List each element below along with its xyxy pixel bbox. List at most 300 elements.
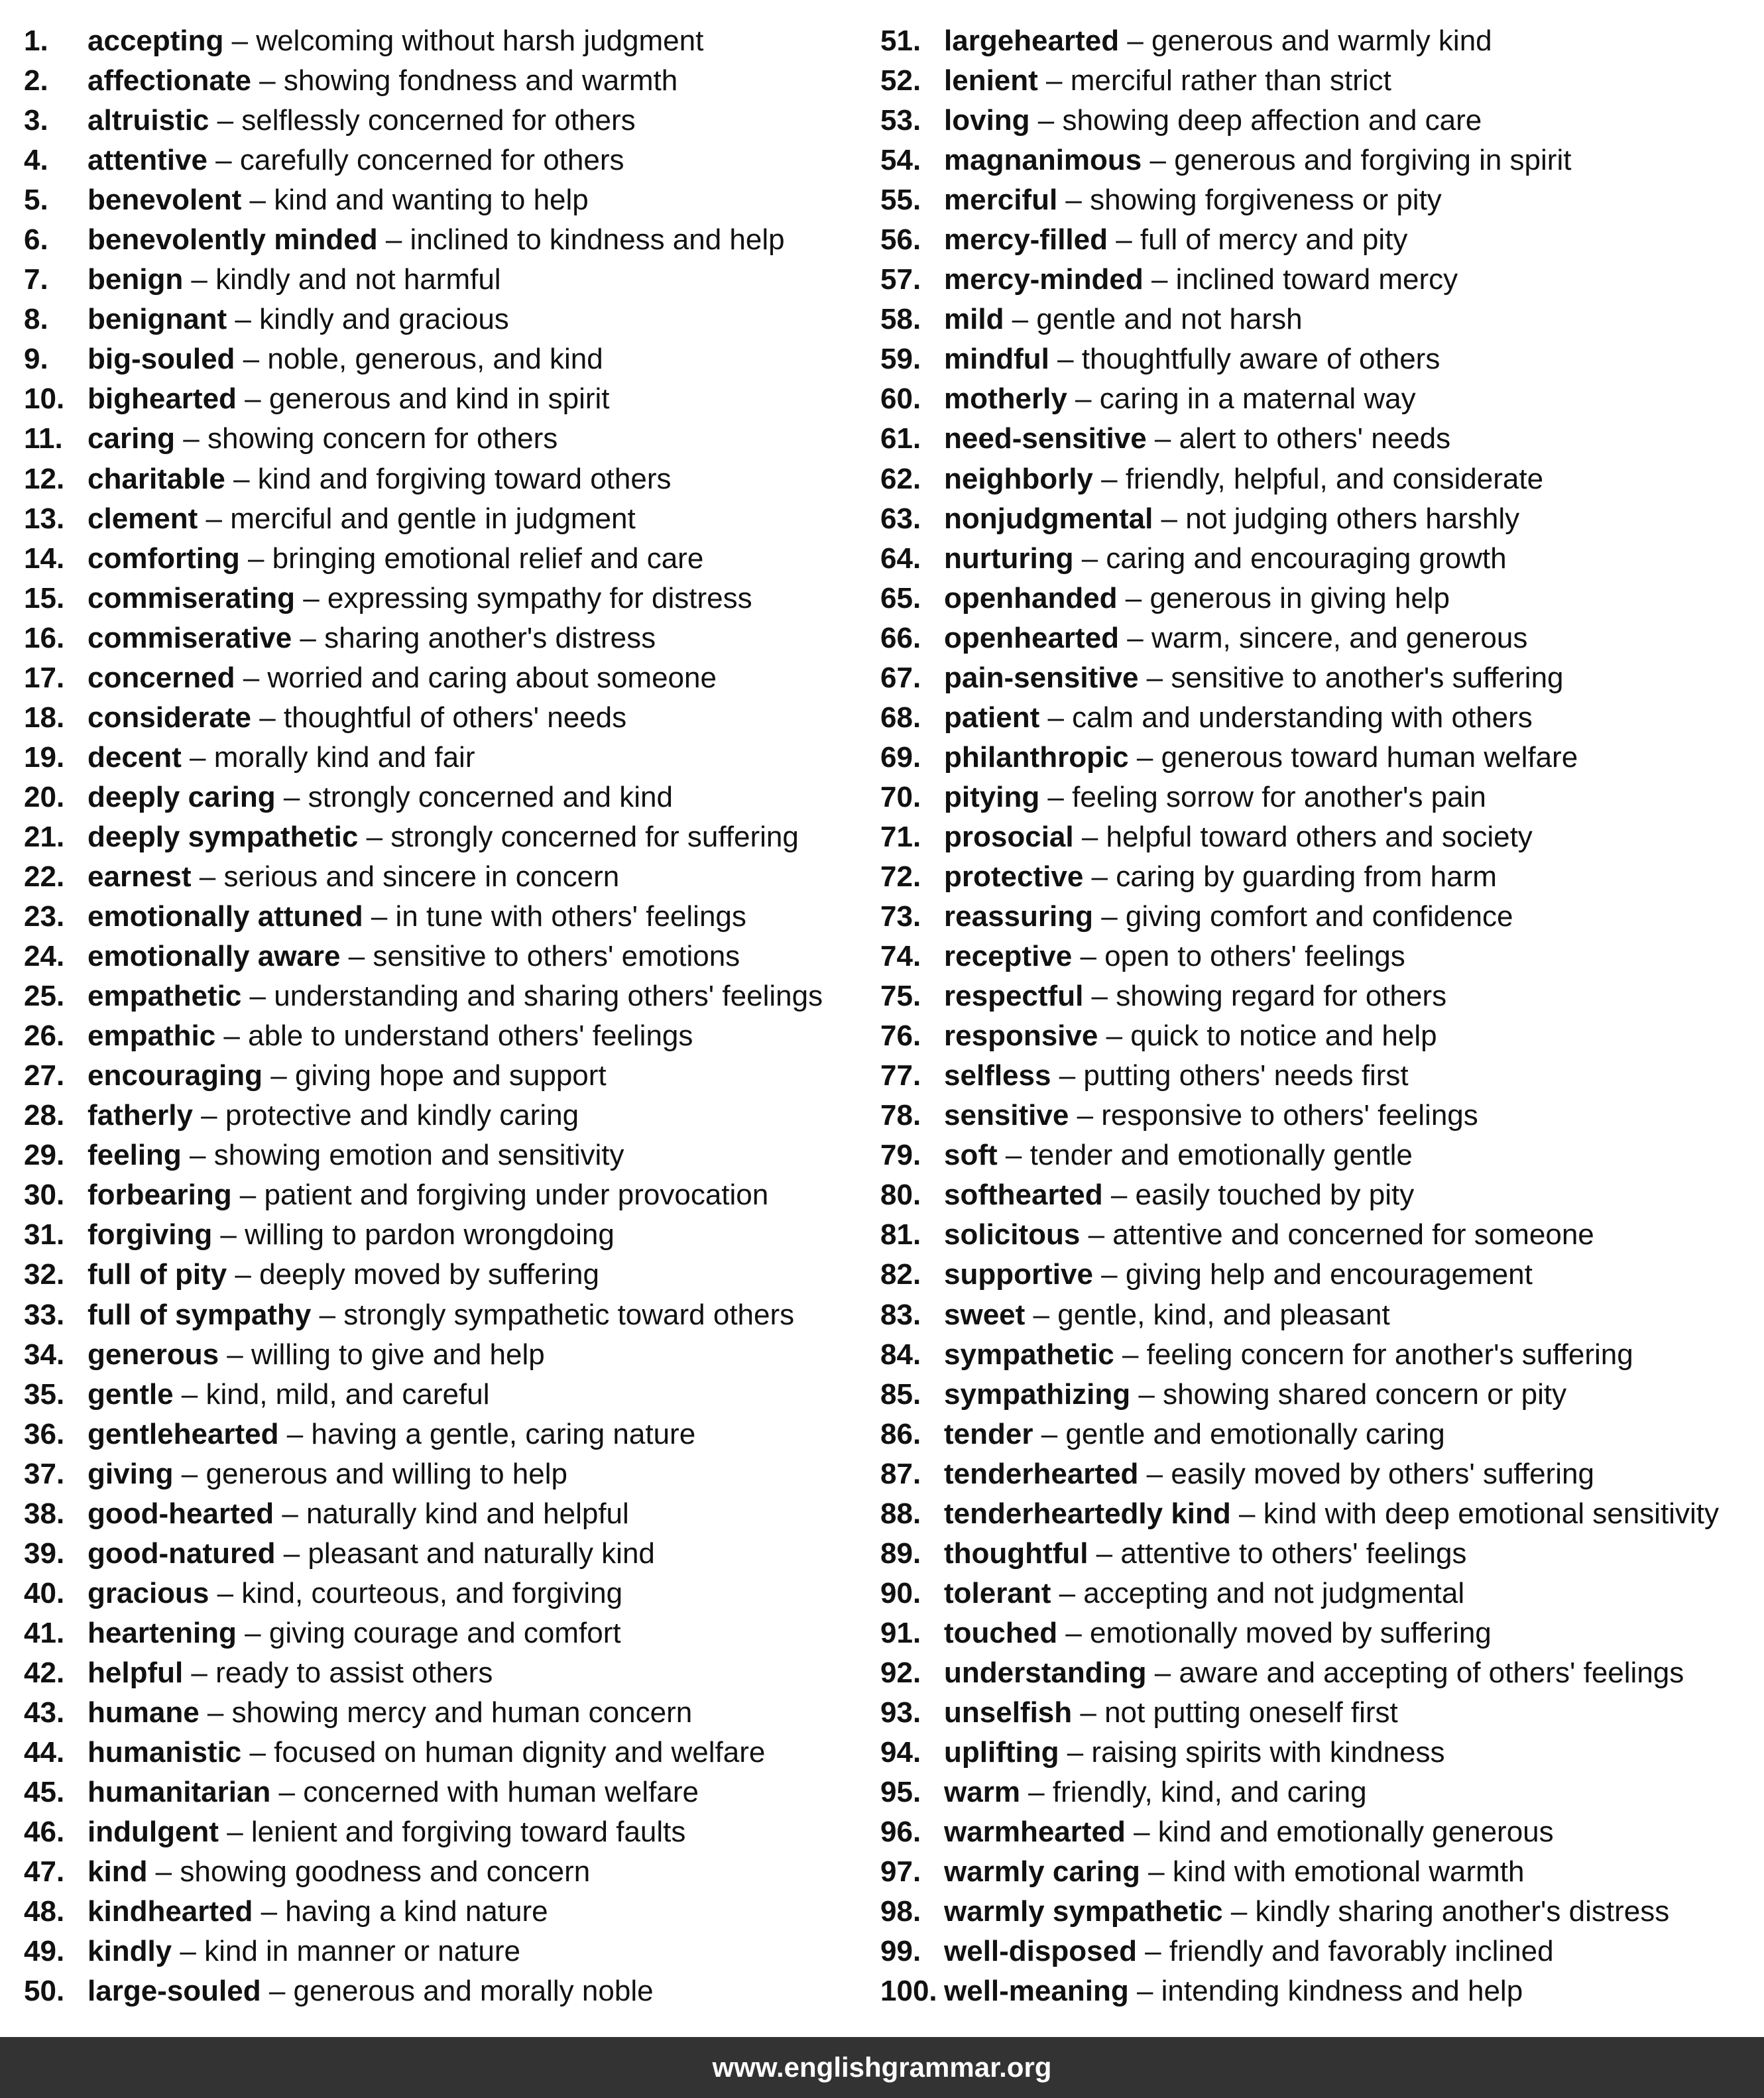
list-item — [24, 698, 846, 738]
item-definition: – strongly concerned for suffering — [358, 820, 799, 853]
item-definition: – having a gentle, caring nature — [278, 1417, 696, 1450]
list-item — [880, 1255, 1755, 1295]
item-definition: – kind with emotional warmth — [1140, 1855, 1525, 1889]
item-text — [944, 1852, 1525, 1892]
item-number: 58. — [880, 303, 921, 336]
word-list-column-left — [24, 21, 846, 2011]
item-text — [88, 1733, 765, 1773]
item-word: warmly caring — [944, 1855, 1140, 1889]
item-word: magnanimous — [944, 144, 1142, 177]
item-text — [944, 1096, 1478, 1136]
item-text — [88, 379, 610, 419]
item-definition: – generous in giving help — [1117, 581, 1450, 614]
item-text — [944, 658, 1564, 698]
list-item — [24, 1056, 846, 1096]
item-text — [88, 21, 703, 61]
item-number: 86. — [880, 1417, 921, 1450]
item-word: altruistic — [88, 104, 209, 137]
item-word: mild — [944, 303, 1004, 336]
item-word: gracious — [88, 1576, 209, 1609]
item-word: considerate — [88, 701, 251, 734]
item-number: 46. — [24, 1816, 65, 1849]
item-text — [88, 857, 619, 897]
item-word: affectionate — [88, 64, 251, 97]
item-word: bighearted — [88, 382, 237, 416]
item-word: emotionally aware — [88, 940, 341, 973]
item-text — [88, 1295, 794, 1335]
item-definition: – showing concern for others — [175, 422, 558, 455]
item-definition: – kind and emotionally generous — [1125, 1816, 1554, 1849]
list-item — [880, 1613, 1755, 1653]
item-word: lenient — [944, 64, 1038, 97]
item-number: 44. — [24, 1736, 65, 1769]
item-number: 88. — [880, 1497, 921, 1530]
list-item — [24, 1574, 846, 1613]
item-word: giving — [88, 1457, 174, 1490]
item-word: tolerant — [944, 1576, 1051, 1609]
item-word: emotionally attuned — [88, 900, 363, 933]
item-text — [944, 937, 1405, 976]
item-word: large-souled — [88, 1975, 261, 2008]
item-text — [88, 1255, 599, 1295]
item-word: warm — [944, 1776, 1020, 1809]
item-word: uplifting — [944, 1736, 1059, 1769]
item-text — [944, 1892, 1669, 1932]
list-item — [24, 1255, 846, 1295]
item-number: 62. — [880, 462, 921, 495]
item-number: 37. — [24, 1457, 65, 1490]
item-word: kind — [88, 1855, 148, 1889]
item-text — [88, 1175, 768, 1215]
item-word: encouraging — [88, 1059, 263, 1092]
list-item — [880, 499, 1755, 539]
item-definition: – able to understand others' feelings — [215, 1020, 693, 1053]
item-text — [88, 1375, 490, 1415]
item-word: humanitarian — [88, 1776, 271, 1809]
item-number: 14. — [24, 542, 65, 575]
list-item — [24, 1175, 846, 1215]
item-text — [944, 180, 1442, 220]
item-number: 71. — [880, 820, 921, 853]
item-text — [944, 1295, 1390, 1335]
item-word: responsive — [944, 1020, 1098, 1053]
item-number: 47. — [24, 1855, 65, 1889]
item-word: deeply caring — [88, 780, 276, 813]
item-definition: – emotionally moved by suffering — [1057, 1616, 1492, 1649]
item-definition: – gentle, kind, and pleasant — [1025, 1298, 1390, 1331]
item-number: 29. — [24, 1139, 65, 1172]
item-text — [88, 698, 626, 738]
item-text — [944, 1613, 1492, 1653]
item-definition: – aware and accepting of others' feelings — [1146, 1656, 1684, 1689]
item-word: tender — [944, 1417, 1033, 1450]
list-item — [880, 419, 1755, 459]
item-text — [944, 1255, 1533, 1295]
list-item — [880, 220, 1755, 260]
item-word: helpful — [88, 1656, 184, 1689]
item-word: gentlehearted — [88, 1417, 279, 1450]
list-item — [880, 1932, 1755, 1971]
item-word: unselfish — [944, 1696, 1073, 1729]
item-text — [88, 1932, 520, 1971]
item-text — [88, 1534, 655, 1574]
item-definition: – welcoming without harsh judgment — [223, 25, 704, 57]
item-number: 80. — [880, 1179, 921, 1212]
list-item — [24, 1693, 846, 1733]
item-number: 36. — [24, 1417, 65, 1450]
item-number: 22. — [24, 860, 65, 893]
item-definition: – noble, generous, and kind — [235, 343, 603, 376]
item-word: pitying — [944, 780, 1040, 813]
item-number: 13. — [24, 502, 65, 535]
list-item — [24, 1136, 846, 1175]
item-text — [944, 379, 1416, 419]
item-word: comforting — [88, 542, 240, 575]
item-text — [88, 61, 677, 101]
item-text — [88, 579, 752, 618]
item-text — [88, 1971, 654, 2011]
item-definition: – inclined toward mercy — [1143, 263, 1458, 296]
list-item — [880, 1653, 1755, 1693]
item-definition: – thoughtfully aware of others — [1049, 343, 1441, 376]
item-word: earnest — [88, 860, 192, 893]
item-text — [944, 141, 1571, 180]
item-number: 28. — [24, 1099, 65, 1132]
item-text — [88, 618, 656, 658]
item-text — [944, 1454, 1594, 1494]
item-text — [944, 1335, 1633, 1375]
item-definition: – thoughtful of others' needs — [251, 701, 627, 734]
item-number: 27. — [24, 1059, 65, 1092]
item-definition: – concerned with human welfare — [270, 1776, 699, 1809]
item-number: 76. — [880, 1020, 921, 1053]
list-item — [880, 300, 1755, 339]
word-list-column-right — [880, 21, 1755, 2011]
item-definition: – expressing sympathy for distress — [294, 581, 752, 614]
list-item — [24, 817, 846, 857]
item-definition: – attentive and concerned for someone — [1080, 1218, 1594, 1252]
item-definition: – kind, courteous, and forgiving — [209, 1576, 623, 1609]
item-definition: – serious and sincere in concern — [191, 860, 620, 893]
item-definition: – showing emotion and sensitivity — [181, 1139, 624, 1172]
item-definition: – pleasant and naturally kind — [275, 1537, 655, 1570]
item-definition: – merciful rather than strict — [1037, 64, 1391, 97]
item-text — [944, 897, 1513, 937]
item-text — [88, 141, 624, 180]
list-item — [880, 539, 1755, 579]
item-text — [944, 1693, 1398, 1733]
item-definition: – carefully concerned for others — [207, 144, 624, 177]
item-definition: – accepting and not judgmental — [1051, 1576, 1465, 1609]
list-item — [880, 1016, 1755, 1056]
item-definition: – kind with deep emotional sensitivity — [1230, 1497, 1719, 1530]
item-word: nurturing — [944, 542, 1074, 575]
item-definition: – strongly sympathetic toward others — [311, 1298, 795, 1331]
list-item — [24, 180, 846, 220]
list-item — [24, 379, 846, 419]
list-item — [24, 1215, 846, 1255]
item-word: indulgent — [88, 1816, 219, 1849]
item-number: 49. — [24, 1935, 65, 1968]
item-definition: – tender and emotionally gentle — [997, 1139, 1413, 1172]
item-text — [88, 499, 636, 539]
item-number: 83. — [880, 1298, 921, 1331]
item-definition: – raising spirits with kindness — [1059, 1736, 1445, 1769]
list-item — [24, 260, 846, 300]
list-item — [24, 1096, 846, 1136]
item-text — [944, 499, 1519, 539]
item-word: openhanded — [944, 581, 1118, 614]
item-text — [944, 459, 1543, 499]
list-item — [880, 778, 1755, 817]
item-word: deeply sympathetic — [88, 820, 359, 853]
item-definition: – generous and warmly kind — [1119, 25, 1492, 57]
item-number: 52. — [880, 64, 921, 97]
list-item — [24, 1494, 846, 1534]
item-definition: – warm, sincere, and generous — [1119, 621, 1528, 654]
item-definition: – caring by guarding from harm — [1083, 860, 1497, 893]
item-number: 50. — [24, 1975, 65, 2008]
item-definition: – kind in manner or nature — [172, 1935, 521, 1968]
list-item — [880, 1415, 1755, 1454]
item-number: 89. — [880, 1537, 921, 1570]
item-number: 2. — [24, 64, 48, 97]
list-item — [880, 339, 1755, 379]
item-number: 97. — [880, 1855, 921, 1889]
list-item — [24, 1534, 846, 1574]
item-definition: – bringing emotional relief and care — [239, 542, 704, 575]
item-text — [944, 1415, 1445, 1454]
item-word: heartening — [88, 1616, 237, 1649]
item-text — [88, 180, 589, 220]
item-definition: – generous and forgiving in spirit — [1142, 144, 1572, 177]
item-number: 15. — [24, 581, 65, 614]
item-word: solicitous — [944, 1218, 1081, 1252]
list-item — [880, 180, 1755, 220]
list-item — [880, 1175, 1755, 1215]
item-text — [944, 857, 1497, 897]
item-text — [88, 1613, 621, 1653]
list-item — [880, 61, 1755, 101]
item-definition: – caring and encouraging growth — [1073, 542, 1507, 575]
item-number: 25. — [24, 980, 65, 1013]
item-number: 67. — [880, 661, 921, 694]
item-text — [944, 1375, 1566, 1415]
item-definition: – worried and caring about someone — [235, 661, 717, 694]
item-number: 16. — [24, 621, 65, 654]
list-item — [24, 1295, 846, 1335]
item-definition: – kindly and gracious — [227, 303, 509, 336]
footer-url-link[interactable]: www.englishgrammar.org — [712, 2052, 1052, 2083]
item-number: 34. — [24, 1338, 65, 1371]
item-number: 9. — [24, 343, 48, 376]
item-word: empathetic — [88, 980, 242, 1013]
item-text — [88, 778, 673, 817]
item-number: 33. — [24, 1298, 65, 1331]
item-word: caring — [88, 422, 176, 455]
item-number: 26. — [24, 1020, 65, 1053]
item-definition: – showing goodness and concern — [147, 1855, 591, 1889]
list-item — [880, 379, 1755, 419]
item-number: 20. — [24, 780, 65, 813]
list-item — [24, 738, 846, 778]
item-number: 75. — [880, 980, 921, 1013]
item-definition: – protective and kindly caring — [192, 1099, 579, 1132]
item-word: loving — [944, 104, 1030, 137]
item-number: 90. — [880, 1576, 921, 1609]
item-number: 18. — [24, 701, 65, 734]
item-text — [944, 618, 1527, 658]
item-word: sensitive — [944, 1099, 1069, 1132]
item-word: largehearted — [944, 25, 1120, 57]
item-text — [88, 1574, 622, 1613]
item-text — [88, 1653, 493, 1693]
item-word: well-meaning — [944, 1975, 1129, 2008]
item-definition: – merciful and gentle in judgment — [198, 502, 636, 535]
item-word: good-hearted — [88, 1497, 274, 1530]
item-word: neighborly — [944, 462, 1093, 495]
item-number: 6. — [24, 223, 48, 257]
item-definition: – showing mercy and human concern — [199, 1696, 693, 1729]
item-word: accepting — [88, 25, 224, 57]
item-definition: – attentive to others' feelings — [1088, 1537, 1467, 1570]
list-item — [880, 698, 1755, 738]
item-definition: – focused on human dignity and welfare — [241, 1736, 766, 1769]
list-item — [880, 897, 1755, 937]
item-text — [944, 1215, 1594, 1255]
item-text — [944, 738, 1578, 778]
list-item — [24, 778, 846, 817]
list-item — [24, 1733, 846, 1773]
item-definition: – sensitive to others' emotions — [340, 940, 740, 973]
item-word: need-sensitive — [944, 422, 1147, 455]
item-word: tenderhearted — [944, 1457, 1139, 1490]
item-text — [88, 1335, 545, 1375]
item-number: 99. — [880, 1935, 921, 1968]
item-word: full of sympathy — [88, 1298, 312, 1331]
item-word: mercy-filled — [944, 223, 1108, 257]
item-number: 54. — [880, 144, 921, 177]
item-definition: – willing to give and help — [219, 1338, 545, 1371]
item-text — [944, 339, 1440, 379]
item-word: benign — [88, 263, 184, 296]
item-text — [944, 1653, 1684, 1693]
item-definition: – putting others' needs first — [1051, 1059, 1409, 1092]
list-item — [880, 1574, 1755, 1613]
item-number: 39. — [24, 1537, 65, 1570]
item-number: 40. — [24, 1576, 65, 1609]
item-number: 84. — [880, 1338, 921, 1371]
item-definition: – easily touched by pity — [1102, 1179, 1415, 1212]
item-definition: – showing forgiveness or pity — [1057, 184, 1442, 217]
item-word: tenderheartedly kind — [944, 1497, 1231, 1530]
item-word: humanistic — [88, 1736, 242, 1769]
item-word: thoughtful — [944, 1537, 1088, 1570]
item-word: reassuring — [944, 900, 1093, 933]
item-word: empathic — [88, 1020, 216, 1053]
list-item — [24, 1454, 846, 1494]
item-definition: – showing fondness and warmth — [251, 64, 678, 97]
item-text — [944, 1016, 1437, 1056]
item-text — [88, 300, 509, 339]
item-word: feeling — [88, 1139, 182, 1172]
item-word: full of pity — [88, 1258, 227, 1291]
list-item — [24, 499, 846, 539]
item-word: charitable — [88, 462, 225, 495]
list-item — [24, 1613, 846, 1653]
item-number: 98. — [880, 1895, 921, 1928]
item-text — [944, 579, 1450, 618]
list-item — [880, 1892, 1755, 1932]
item-definition: – showing regard for others — [1083, 980, 1447, 1013]
item-number: 77. — [880, 1059, 921, 1092]
list-item — [880, 1215, 1755, 1255]
list-item — [880, 1096, 1755, 1136]
item-definition: – patient and forgiving under provocation — [231, 1179, 769, 1212]
item-definition: – giving comfort and confidence — [1092, 900, 1513, 933]
item-word: motherly — [944, 382, 1067, 416]
item-text — [88, 339, 603, 379]
item-number: 11. — [24, 422, 63, 455]
item-number: 23. — [24, 900, 65, 933]
item-number: 51. — [880, 25, 921, 57]
item-number: 66. — [880, 621, 921, 654]
item-word: mercy-minded — [944, 263, 1144, 296]
list-item — [24, 857, 846, 897]
item-word: benignant — [88, 303, 227, 336]
item-number: 43. — [24, 1696, 65, 1729]
list-item — [880, 1494, 1755, 1534]
item-text — [88, 1454, 567, 1494]
item-text — [88, 539, 703, 579]
item-definition: – giving hope and support — [263, 1059, 607, 1092]
list-item — [880, 857, 1755, 897]
item-text — [88, 1136, 624, 1175]
item-definition: – kind, mild, and careful — [173, 1377, 490, 1411]
item-number: 30. — [24, 1179, 65, 1212]
list-item — [24, 1852, 846, 1892]
item-number: 78. — [880, 1099, 921, 1132]
item-definition: – gentle and not harsh — [1004, 303, 1303, 336]
item-word: merciful — [944, 184, 1058, 217]
item-text — [88, 1812, 685, 1852]
item-text — [88, 937, 740, 976]
item-text — [88, 1892, 548, 1932]
list-item — [24, 339, 846, 379]
item-word: warmly sympathetic — [944, 1895, 1223, 1928]
item-number: 5. — [24, 184, 48, 217]
item-text — [944, 817, 1533, 857]
item-definition: – quick to notice and help — [1098, 1020, 1437, 1053]
item-number: 57. — [880, 263, 921, 296]
item-text — [88, 1852, 590, 1892]
item-definition: – caring in a maternal way — [1067, 382, 1416, 416]
item-definition: – open to others' feelings — [1072, 940, 1405, 973]
footer-bar — [0, 2037, 1764, 2098]
list-item — [24, 1932, 846, 1971]
item-text — [88, 419, 558, 459]
item-word: supportive — [944, 1258, 1093, 1291]
item-definition: – generous toward human welfare — [1128, 740, 1578, 774]
item-text — [944, 1733, 1445, 1773]
item-text — [944, 1574, 1464, 1613]
list-item — [880, 1454, 1755, 1494]
item-number: 19. — [24, 740, 65, 774]
item-word: warmhearted — [944, 1816, 1126, 1849]
list-item — [880, 1534, 1755, 1574]
item-definition: – feeling concern for another's suffering — [1114, 1338, 1633, 1371]
item-text — [944, 976, 1446, 1016]
